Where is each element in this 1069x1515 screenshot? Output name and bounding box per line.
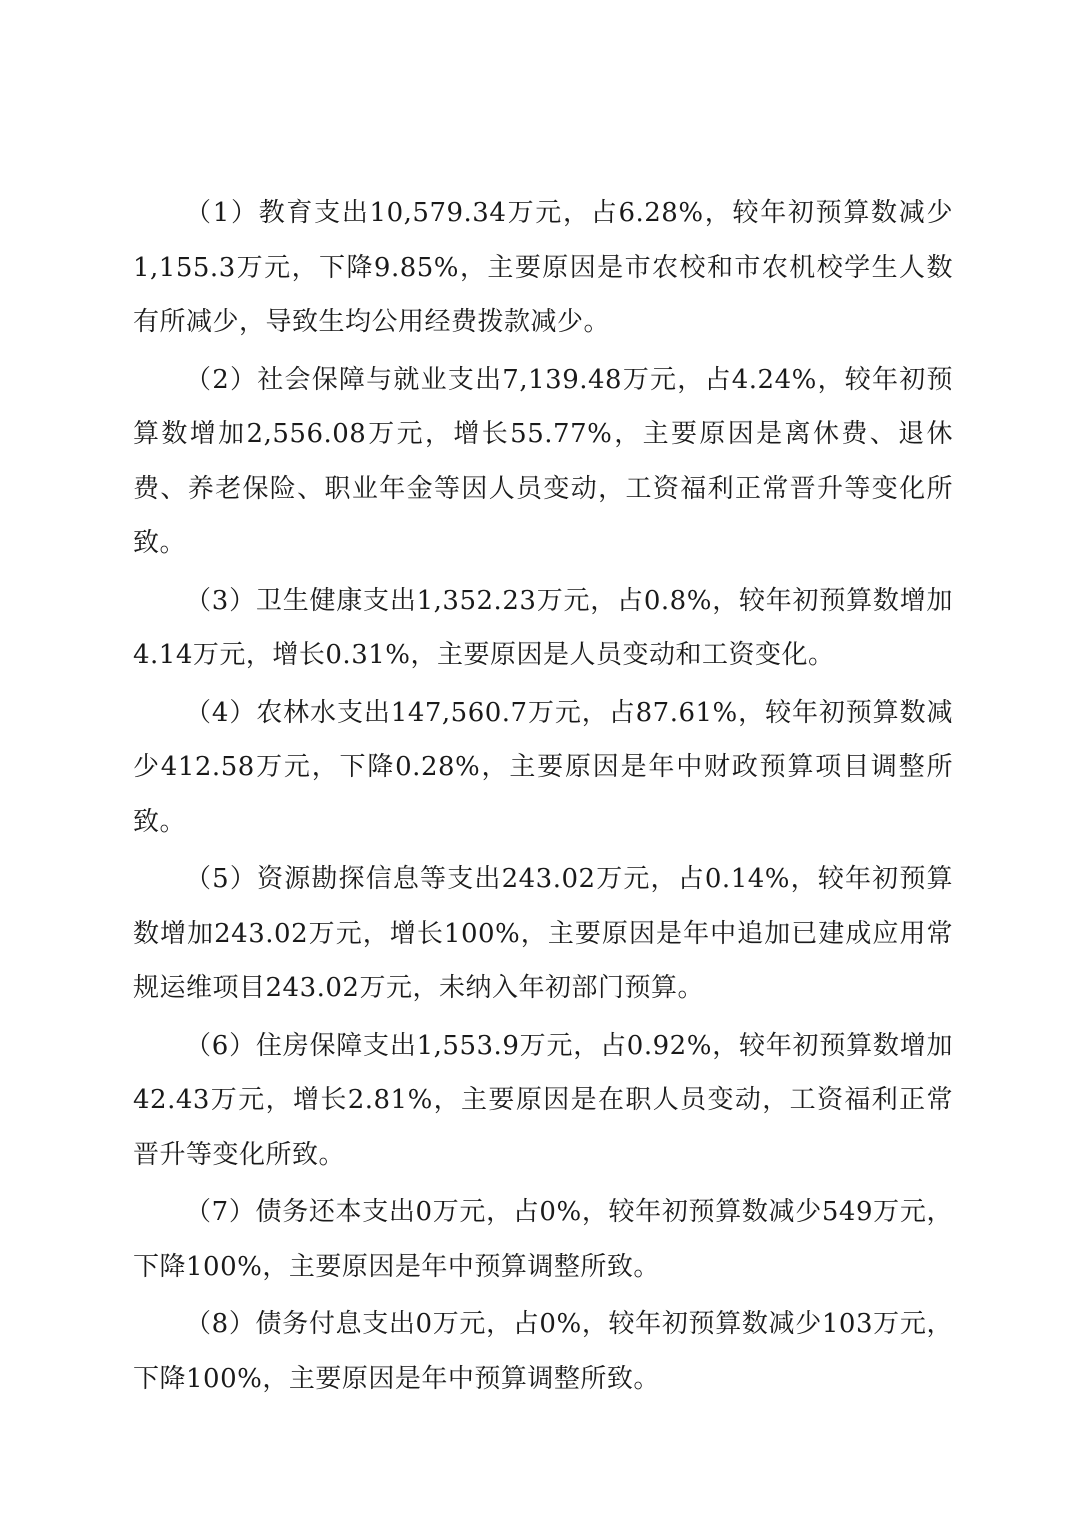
paragraph-resource-info: （5）资源勘探信息等支出243.02万元，占0.14%，较年初预算数增加243.02万元，增长100%，主要原因是年中追加已建成应用常规运维项目243.02万元，未纳入年初部门预算。: [133, 864, 953, 1003]
paragraph-health: （3）卫生健康支出1,352.23万元，占0.8%，较年初预算数增加4.14万元，增长0.31%，主要原因是人员变动和工资变化。: [133, 585, 953, 670]
paragraph-debt-principal: （7）债务还本支出0万元，占0%，较年初预算数减少549万元，下降100%，主要原因是年中预算调整所致。: [133, 1197, 953, 1282]
paragraph-debt-interest: （8）债务付息支出0万元，占0%，较年初预算数减少103万元，下降100%，主要原因是年中预算调整所致。: [133, 1309, 953, 1394]
paragraph-education: （1）教育支出10,579.34万元，占6.28%，较年初预算数减少1,155.3万元，下降9.85%，主要原因是市农校和市农机校学生人数有所减少，导致生均公用经费拨款减少。: [133, 198, 953, 337]
paragraph-agriculture: （4）农林水支出147,560.7万元，占87.61%，较年初预算数减少412.58万元，下降0.28%，主要原因是年中财政预算项目调整所致。: [133, 697, 953, 837]
paragraph-social-security: （2）社会保障与就业支出7,139.48万元，占4.24%，较年初预算数增加2,556.08万元，增长55.77%，主要原因是离休费、退休费、养老保险、职业年金等因人员变动，工资福利正常晋升等变化所致。: [133, 364, 953, 558]
paragraph-housing: （6）住房保障支出1,553.9万元，占0.92%，较年初预算数增加42.43万元，增长2.81%，主要原因是在职人员变动，工资福利正常晋升等变化所致。: [133, 1030, 953, 1170]
document-body: [133, 186, 953, 1409]
